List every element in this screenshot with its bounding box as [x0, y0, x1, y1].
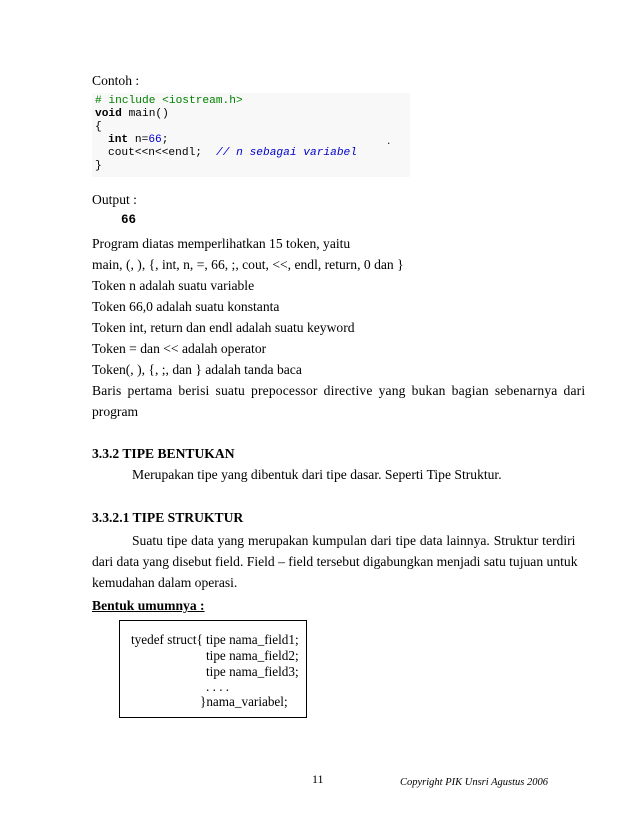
code-line-main: [95, 108, 169, 121]
struct-keyword: tyedef struct{: [131, 632, 203, 647]
code-comment: // n sebagai variabel: [216, 147, 357, 159]
paragraph-8-line-2: program: [92, 404, 139, 419]
code-main-call: main(): [121, 108, 169, 120]
output-value: 66: [121, 213, 137, 227]
section-3321-title: 3.3.2.1 TIPE STRUKTUR: [92, 510, 244, 525]
paragraph-6: Token = dan << adalah operator: [92, 341, 267, 356]
code-line-include: # include <iostream.h>: [95, 95, 243, 107]
code-var-n: n=: [128, 134, 149, 146]
paragraph-3: Token n adalah suatu variable: [92, 278, 255, 293]
section-3321-line-3: kemudahan dalam operasi.: [92, 575, 238, 590]
struct-syntax-box: [119, 620, 307, 718]
paragraph-5: Token int, return dan endl adalah suatu keyword: [92, 320, 355, 335]
code-line-close-brace: }: [95, 160, 102, 172]
struct-variable-name: }nama_variabel;: [200, 694, 288, 709]
section-3321-line-2: dari data yang disebut field. Field – field tersebut digabungkan menjadi satu tujuan untuk: [92, 554, 578, 569]
code-line-cout: cout<<n<<endl;: [108, 147, 202, 159]
output-label: Output :: [92, 192, 137, 207]
struct-ellipsis: . . . .: [206, 679, 230, 694]
paragraph-2: main, (, ), {, int, n, =, 66, ;, cout, <<, endl, return, 0 dan }: [92, 257, 404, 272]
code-block: [92, 93, 410, 177]
code-keyword-int: int: [108, 134, 129, 146]
code-keyword-void: void: [95, 108, 122, 120]
section-3321-line-1: Suatu tipe data yang merupakan kumpulan dari tipe data lainnya. Struktur terdiri: [132, 533, 576, 548]
paragraph-4: Token 66,0 adalah suatu konstanta: [92, 299, 280, 314]
page-number: 11: [312, 772, 324, 786]
struct-field-3: tipe nama_field3;: [206, 664, 299, 679]
stray-dot: .: [386, 137, 392, 147]
paragraph-1: Program diatas memperlihatkan 15 token, yaitu: [92, 236, 351, 251]
paragraph-8-line-1: Baris pertama berisi suatu prepocessor directive yang bukan bagian sebenarnya dari: [92, 383, 586, 398]
section-332-body: Merupakan tipe yang dibentuk dari tipe dasar. Seperti Tipe Struktur.: [132, 467, 502, 482]
copyright-footer: Copyright PIK Unsri Agustus 2006: [400, 777, 548, 788]
code-line-int: [108, 134, 168, 147]
paragraph-7: Token(, ), {, ;, dan } adalah tanda baca: [92, 362, 302, 377]
bentuk-umumnya-label: Bentuk umumnya :: [92, 598, 205, 613]
heading-contoh: Contoh :: [92, 73, 140, 88]
code-semicolon: ;: [161, 134, 169, 146]
struct-field-2: tipe nama_field2;: [206, 648, 299, 663]
code-number-66: 66: [148, 134, 162, 146]
section-332-title: 3.3.2 TIPE BENTUKAN: [92, 446, 235, 461]
code-line-open-brace: {: [95, 121, 102, 133]
struct-field-1: tipe nama_field1;: [206, 632, 299, 647]
